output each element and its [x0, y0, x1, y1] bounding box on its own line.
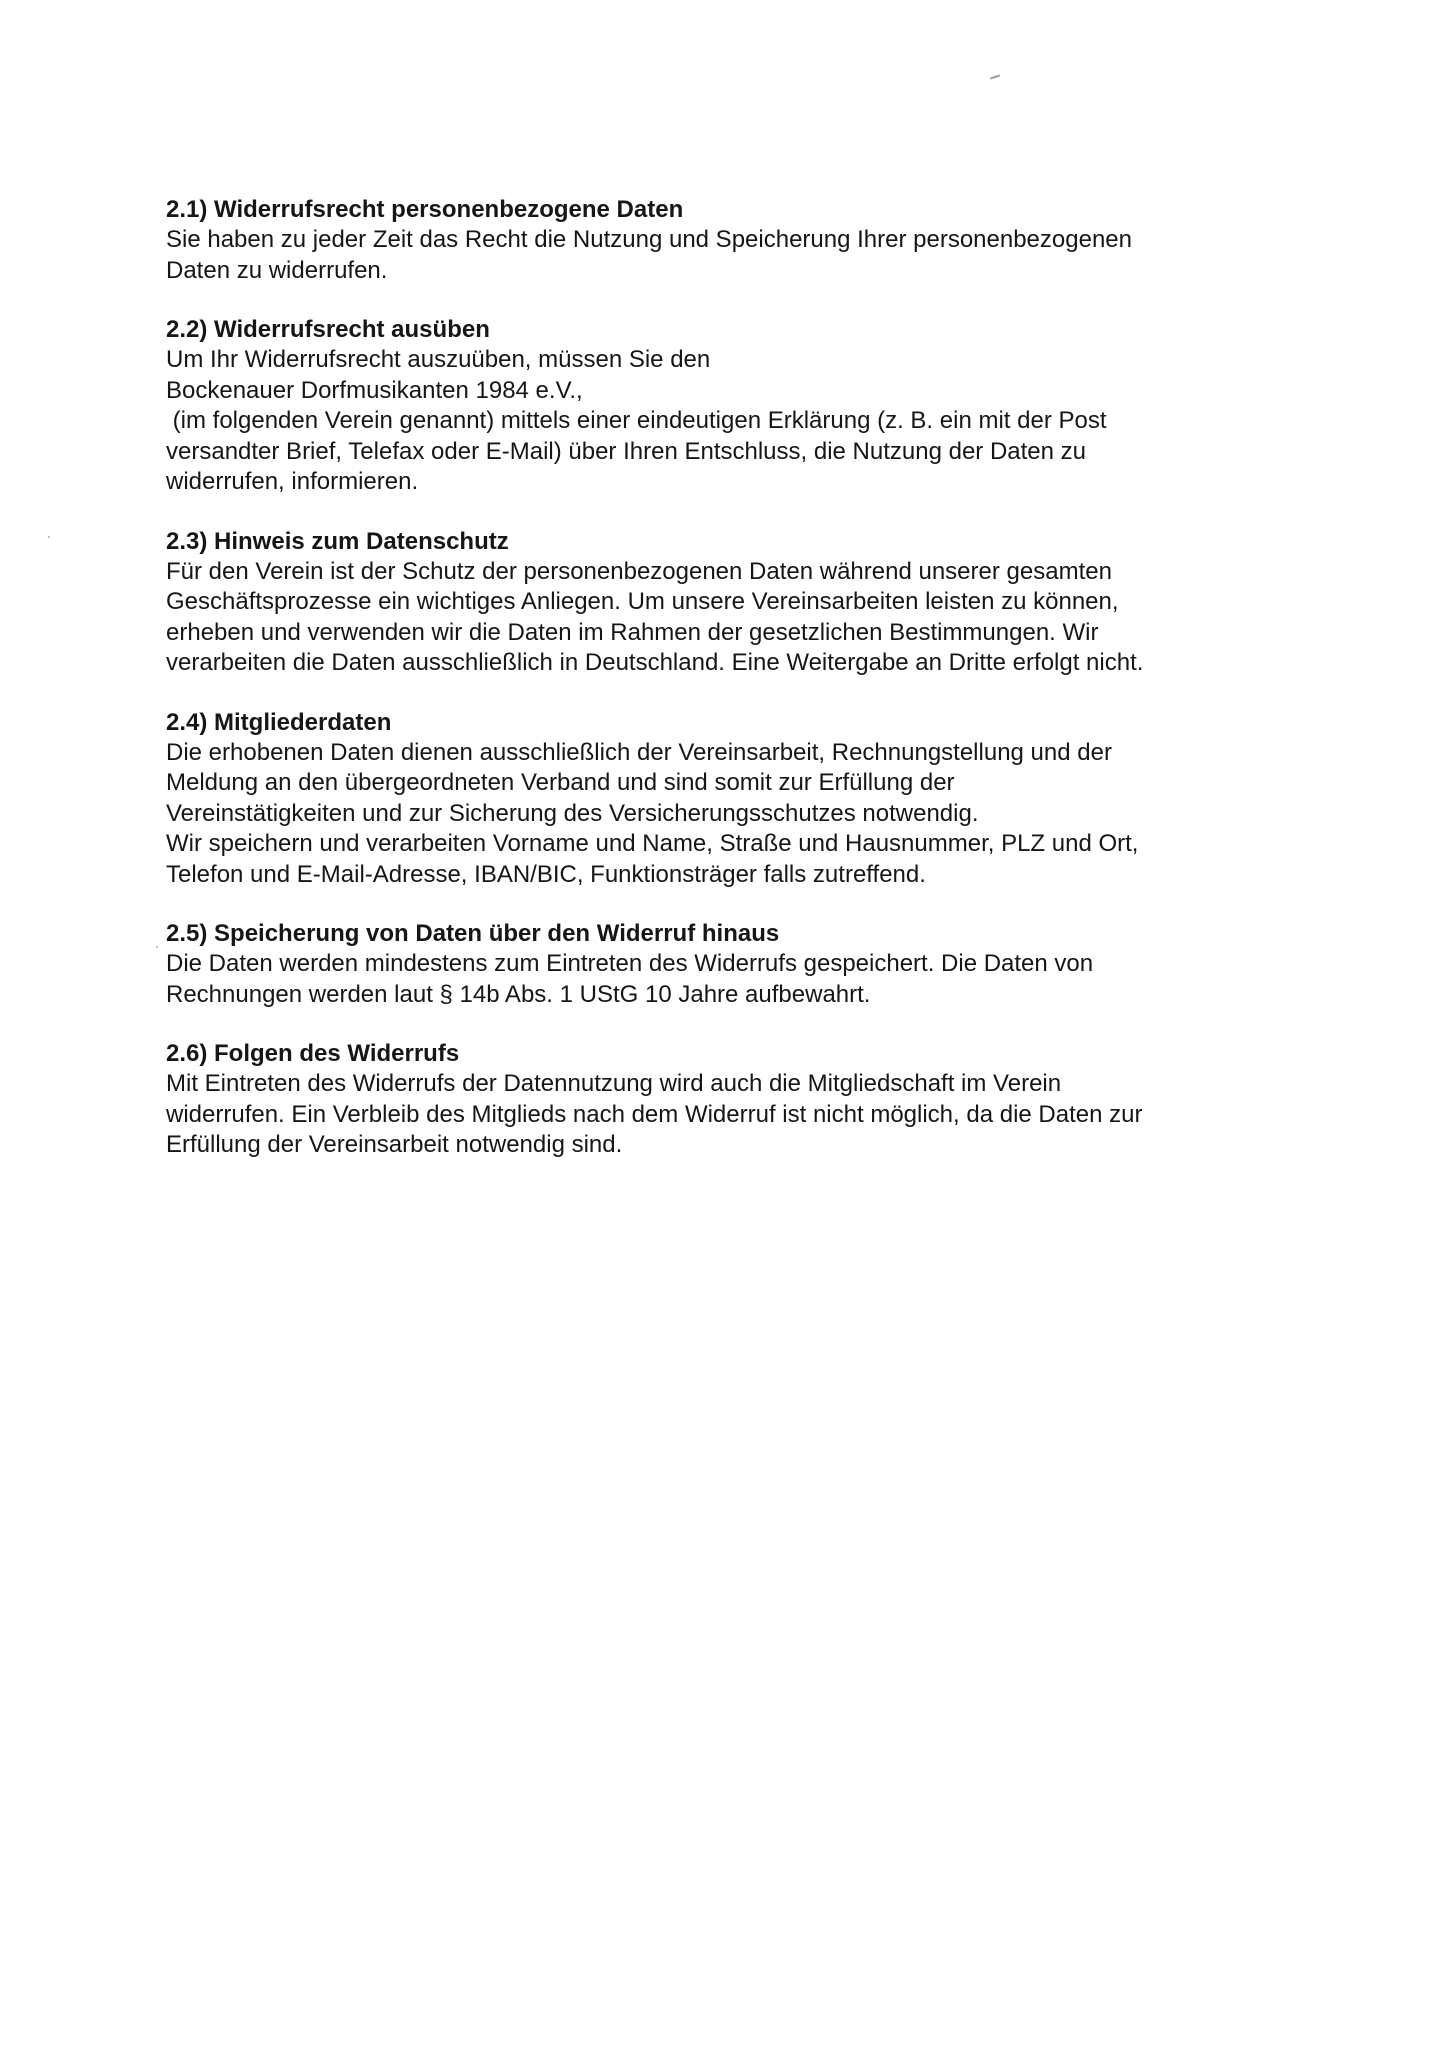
- paragraph-line: Bockenauer Dorfmusikanten 1984 e.V.,: [166, 376, 583, 404]
- section-2-1: [166, 194, 1326, 286]
- scan-artifact-dot: [48, 536, 50, 538]
- section-2-3: [166, 526, 1326, 679]
- document-body: [166, 194, 1326, 1189]
- scan-artifact-mark: [990, 75, 1000, 80]
- paragraph-line: Um Ihr Widerrufsrecht auszuüben, müssen Sie den: [166, 346, 711, 373]
- paragraph-line: erheben und verwenden wir die Daten im Rahmen der gesetzlichen Bestimmungen. Wir: [166, 618, 1099, 646]
- paragraph-line: Für den Verein ist der Schutz der personenbezogenen Daten während unserer gesamten: [166, 557, 1112, 585]
- section-heading: 2.1) Widerrufsrecht personenbezogene Daten: [166, 196, 684, 223]
- section-2-5: [166, 918, 1326, 1010]
- section-heading: 2.2) Widerrufsrecht ausüben: [166, 316, 490, 343]
- paragraph-line: Telefon und E-Mail-Adresse, IBAN/BIC, Funktionsträger falls zutreffend.: [166, 860, 926, 888]
- paragraph-line: widerrufen, informieren.: [166, 468, 419, 495]
- section-heading: 2.6) Folgen des Widerrufs: [166, 1040, 460, 1067]
- paragraph-line: Vereinstätigkeiten und zur Sicherung des Versicherungsschutzes notwendig.: [166, 799, 979, 827]
- paragraph-line: Meldung an den übergeordneten Verband und sind somit zur Erfüllung der: [166, 769, 955, 796]
- paragraph-line: Rechnungen werden laut § 14b Abs. 1 UStG 10 Jahre aufbewahrt.: [166, 980, 871, 1008]
- paragraph-line: widerrufen. Ein Verbleib des Mitglieds nach dem Widerruf ist nicht möglich, da die Daten zur: [166, 1100, 1143, 1128]
- paragraph-line: Sie haben zu jeder Zeit das Recht die Nutzung und Speicherung Ihrer personenbezogenen: [166, 226, 1132, 253]
- paragraph-line: Mit Eintreten des Widerrufs der Datennutzung wird auch die Mitgliedschaft im Verein: [166, 1070, 1062, 1097]
- scan-artifact-dot: [156, 946, 158, 948]
- section-heading: 2.4) Mitgliederdaten: [166, 708, 392, 736]
- paragraph-line: Wir speichern und verarbeiten Vorname und Name, Straße und Hausnummer, PLZ und Ort,: [166, 830, 1139, 857]
- section-2-4: [166, 707, 1326, 891]
- paragraph-line: Die erhobenen Daten dienen ausschließlich der Vereinsarbeit, Rechnungstellung und der: [166, 738, 1112, 766]
- paragraph-line: verarbeiten die Daten ausschließlich in Deutschland. Eine Weitergabe an Dritte erfolgt nicht.: [166, 649, 1144, 676]
- paragraph-line: versandter Brief, Telefax oder E-Mail) über Ihren Entschluss, die Nutzung der Daten zu: [166, 437, 1087, 465]
- section-heading: 2.3) Hinweis zum Datenschutz: [166, 527, 509, 555]
- paragraph-line: (im folgenden Verein genannt) mittels einer eindeutigen Erklärung (z. B. ein mit der Post: [166, 407, 1107, 434]
- section-heading: 2.5) Speicherung von Daten über den Widerruf hinaus: [166, 920, 780, 947]
- paragraph-line: Daten zu widerrufen.: [166, 256, 388, 284]
- paragraph-line: Erfüllung der Vereinsarbeit notwendig sind.: [166, 1131, 623, 1158]
- section-2-6: [166, 1038, 1326, 1161]
- section-2-2: [166, 314, 1326, 498]
- paragraph-line: Geschäftsprozesse ein wichtiges Anliegen. Um unsere Vereinsarbeiten leisten zu können,: [166, 588, 1119, 615]
- paragraph-line: Die Daten werden mindestens zum Eintreten des Widerrufs gespeichert. Die Daten von: [166, 950, 1094, 977]
